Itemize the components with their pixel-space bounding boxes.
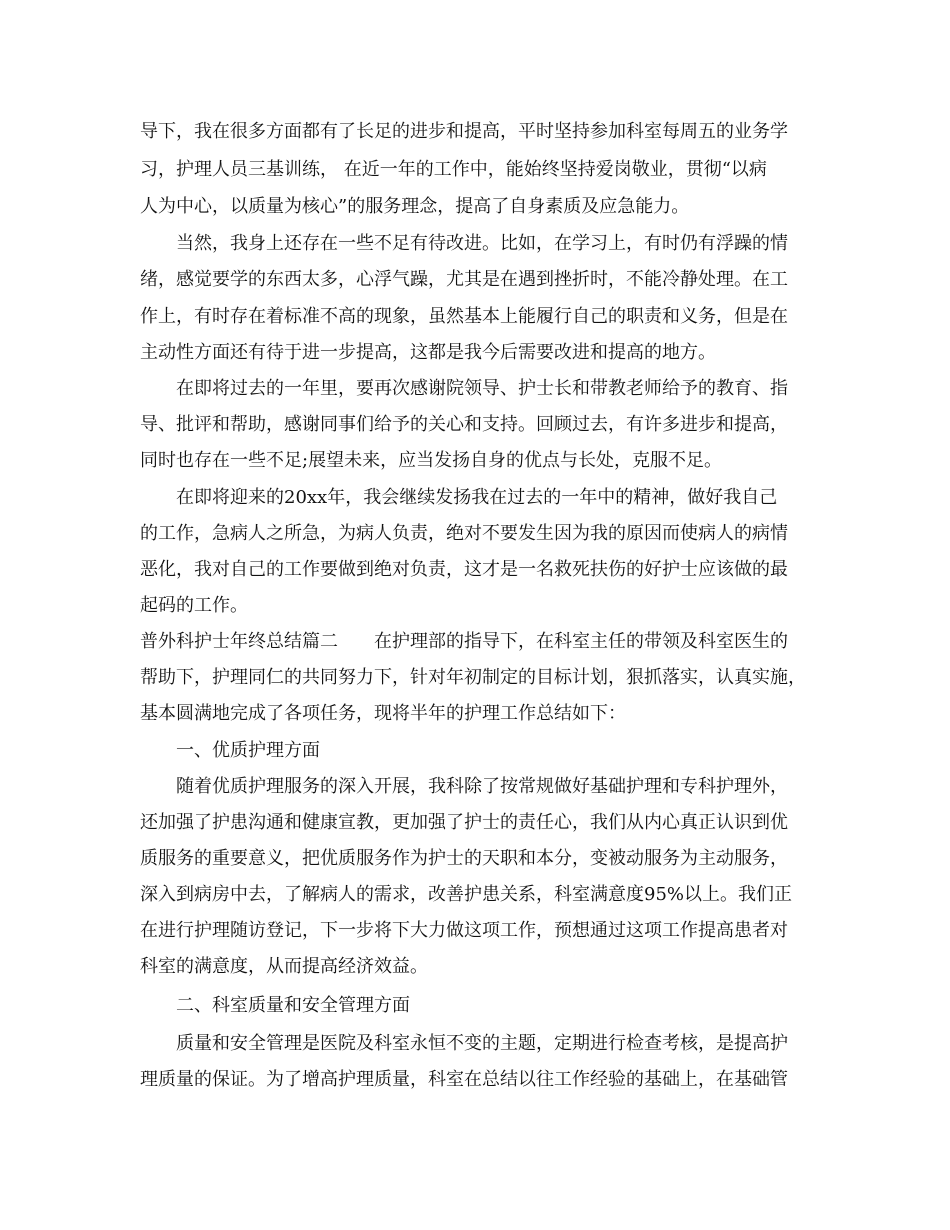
text-line: 起码的工作。: [140, 595, 248, 616]
section-heading: 一、优质护理方面: [176, 740, 320, 761]
text-line: 普外科护士年终总结篇二 在护理部的指导下，在科室主任的带领及科室医生的: [140, 631, 788, 652]
text-line: 同时也存在一些不足;展望未来，应当发扬自身的优点与长处，克服不足。: [140, 450, 723, 471]
text-line: 理质量的保证。为了增高护理质量，科室在总结以往工作经验的基础上，在基础管: [140, 1069, 788, 1090]
text-line: 的工作，急病人之所急，为病人负责，绝对不要发生因为我的原因而使病人的病情: [140, 523, 788, 544]
text-line: 还加强了护患沟通和健康宣教，更加强了护士的责任心，我们从内心真正认识到优: [140, 812, 788, 833]
text-line: 质量和安全管理是医院及科室永恒不变的主题，定期进行检查考核，是提高护: [176, 1033, 788, 1054]
text-line: 恶化，我对自己的工作要做到绝对负责，这才是一名救死扶伤的好护士应该做的最: [140, 559, 788, 580]
text-line: 深入到病房中去，了解病人的需求，改善护患关系，科室满意度95%以上。我们正: [140, 884, 793, 905]
text-line: 导下，我在很多方面都有了长足的进步和提高，平时坚持参加科室每周五的业务学: [140, 121, 788, 142]
text-line: 主动性方面还有待于进一步提高，这都是我今后需要改进和提高的地方。: [140, 342, 716, 363]
text-line: 帮助下，护理同仁的共同努力下，针对年初制定的目标计划，狠抓落实，认真实施，: [140, 667, 806, 688]
text-line: 基本圆满地完成了各项任务，现将半年的护理工作总结如下：: [140, 703, 626, 724]
text-line: 绪，感觉要学的东西太多，心浮气躁，尤其是在遇到挫折时，不能冷静处理。在工: [140, 269, 788, 290]
text-line: 当然，我身上还存在一些不足有待改进。比如，在学习上，有时仍有浮躁的情: [176, 233, 788, 254]
text-line: 随着优质护理服务的深入开展，我科除了按常规做好基础护理和专科护理外，: [176, 776, 788, 797]
text-line: 习，护理人员三基训练， 在近一年的工作中，能始终坚持爱岗敬业，贯彻“以病: [140, 159, 767, 180]
text-line: 作上，有时存在着标准不高的现象，虽然基本上能履行自己的职责和义务，但是在: [140, 306, 788, 327]
text-line: 在即将过去的一年里，要再次感谢院领导、护士长和带教老师给予的教育、指: [176, 378, 788, 399]
text-line: 质服务的重要意义，把优质服务作为护士的天职和本分，变被动服务为主动服务，: [140, 848, 788, 869]
text-line: 导、批评和帮助，感谢同事们给予的关心和支持。回顾过去，有许多进步和提高，: [140, 414, 788, 435]
text-line: 人为中心，以质量为核心”的服务理念，提高了自身素质及应急能力。: [140, 196, 690, 217]
text-line: 在进行护理随访登记，下一步将下大力做这项工作，预想通过这项工作提高患者对: [140, 920, 788, 941]
text-line: 科室的满意度，从而提高经济效益。: [140, 956, 428, 977]
text-line: 在即将迎来的20xx年，我会继续发扬我在过去的一年中的精神，做好我自己: [176, 487, 778, 508]
section-heading: 二、科室质量和安全管理方面: [176, 995, 410, 1016]
